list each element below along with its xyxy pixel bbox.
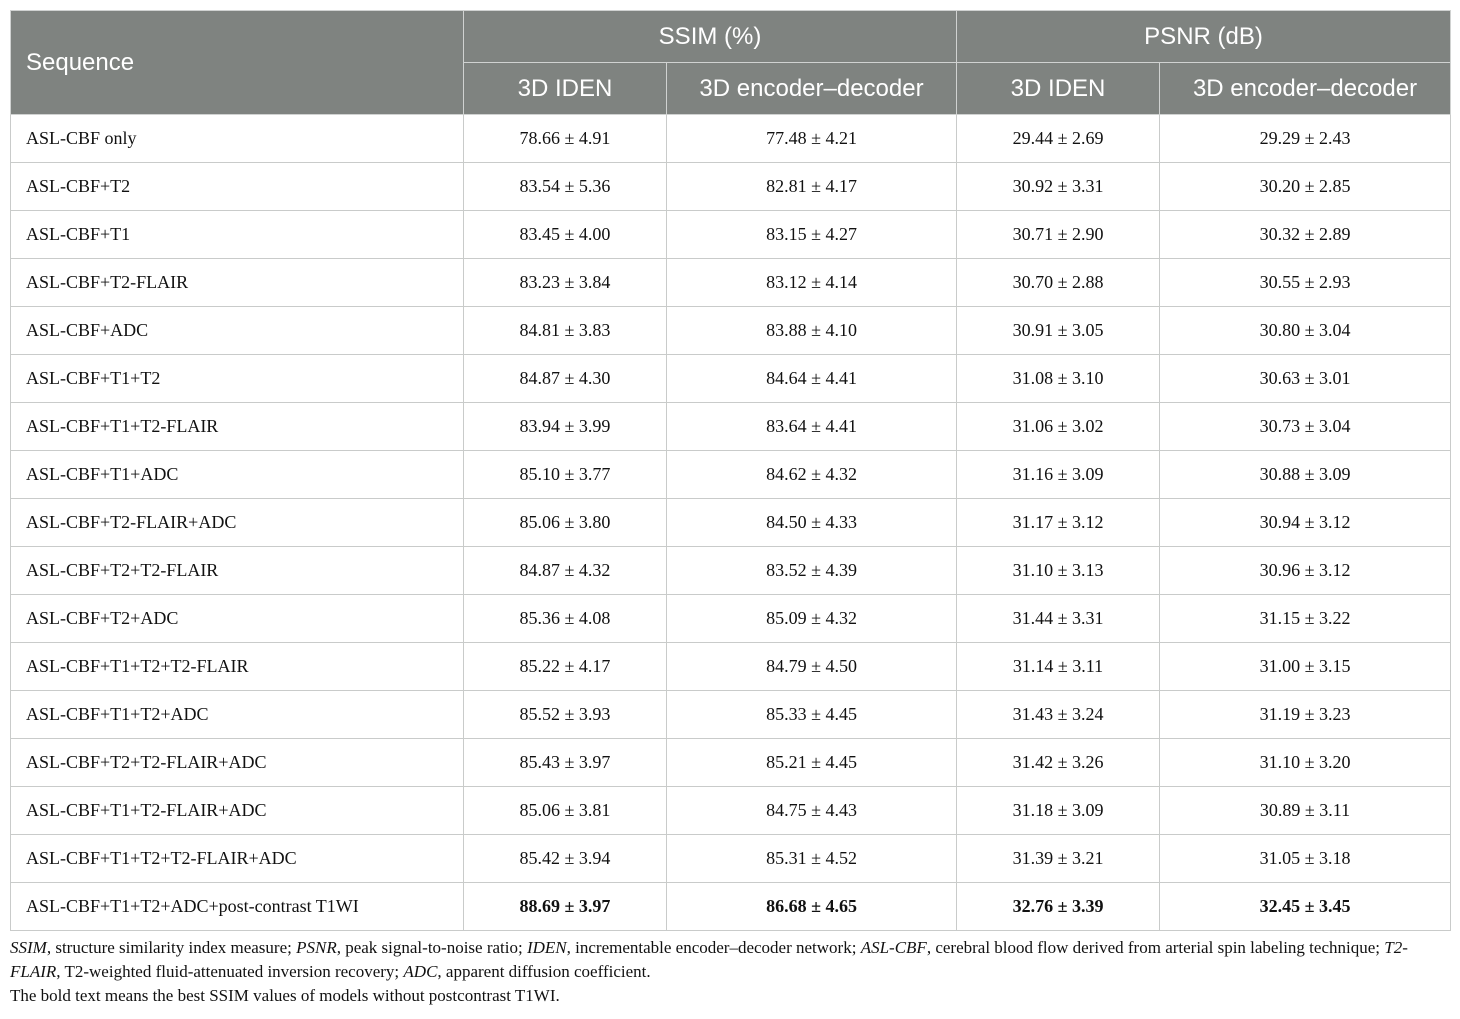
row-sequence-name: ASL-CBF+T1+T2+T2-FLAIR	[11, 643, 464, 691]
psnr-encdec-value: 30.89 ± 3.11	[1160, 787, 1451, 835]
psnr-iden-value: 31.16 ± 3.09	[957, 451, 1160, 499]
psnr-iden-value: 31.14 ± 3.11	[957, 643, 1160, 691]
ssim-encdec-value: 85.31 ± 4.52	[667, 835, 957, 883]
ssim-encdec-value: 85.33 ± 4.45	[667, 691, 957, 739]
psnr-encdec-value: 30.32 ± 2.89	[1160, 211, 1451, 259]
psnr-iden-value: 30.70 ± 2.88	[957, 259, 1160, 307]
row-sequence-name: ASL-CBF+T1	[11, 211, 464, 259]
ssim-encdec-value: 82.81 ± 4.17	[667, 163, 957, 211]
table-row	[11, 643, 1451, 691]
row-sequence-name: ASL-CBF+T1+T2-FLAIR	[11, 403, 464, 451]
table-footnotes	[10, 936, 1450, 1008]
psnr-encdec-value: 32.45 ± 3.45	[1160, 883, 1451, 931]
psnr-encdec-value: 30.73 ± 3.04	[1160, 403, 1451, 451]
ssim-encdec-value: 85.09 ± 4.32	[667, 595, 957, 643]
abbreviation-term: IDEN	[526, 938, 567, 957]
row-sequence-name: ASL-CBF+T2+T2-FLAIR	[11, 547, 464, 595]
abbreviation-definition: , apparent diffusion coefficient.	[437, 962, 651, 981]
ssim-encdec-value: 77.48 ± 4.21	[667, 115, 957, 163]
psnr-iden-value: 30.92 ± 3.31	[957, 163, 1160, 211]
table-row	[11, 403, 1451, 451]
psnr-encdec-value: 29.29 ± 2.43	[1160, 115, 1451, 163]
abbreviation-term: T2-FLAIR	[10, 938, 1408, 981]
psnr-encdec-value: 30.96 ± 3.12	[1160, 547, 1451, 595]
abbreviations-note	[10, 936, 1450, 984]
table-row	[11, 115, 1451, 163]
ssim-encdec-value: 84.64 ± 4.41	[667, 355, 957, 403]
psnr-encdec-value: 31.15 ± 3.22	[1160, 595, 1451, 643]
psnr-iden-value: 31.06 ± 3.02	[957, 403, 1160, 451]
psnr-encdec-value: 30.55 ± 2.93	[1160, 259, 1451, 307]
table-row	[11, 451, 1451, 499]
ssim-encdec-value: 83.88 ± 4.10	[667, 307, 957, 355]
ssim-encdec-value: 84.75 ± 4.43	[667, 787, 957, 835]
results-table	[10, 10, 1451, 931]
psnr-encdec-value: 31.05 ± 3.18	[1160, 835, 1451, 883]
row-sequence-name: ASL-CBF+T2	[11, 163, 464, 211]
psnr-iden-value: 31.17 ± 3.12	[957, 499, 1160, 547]
ssim-encdec-value: 85.21 ± 4.45	[667, 739, 957, 787]
header-sequence: Sequence	[11, 11, 464, 115]
row-sequence-name: ASL-CBF+T1+ADC	[11, 451, 464, 499]
ssim-iden-value: 85.22 ± 4.17	[464, 643, 667, 691]
psnr-iden-value: 31.10 ± 3.13	[957, 547, 1160, 595]
row-sequence-name: ASL-CBF+T1+T2-FLAIR+ADC	[11, 787, 464, 835]
psnr-iden-value: 31.44 ± 3.31	[957, 595, 1160, 643]
psnr-iden-value: 31.43 ± 3.24	[957, 691, 1160, 739]
ssim-iden-value: 83.45 ± 4.00	[464, 211, 667, 259]
table-row	[11, 595, 1451, 643]
ssim-iden-value: 85.52 ± 3.93	[464, 691, 667, 739]
table-row	[11, 787, 1451, 835]
header-ssim-encdec: 3D encoder–decoder	[667, 63, 957, 115]
abbreviation-definition: , incrementable encoder–decoder network;	[566, 938, 861, 957]
table-row	[11, 691, 1451, 739]
table-row	[11, 835, 1451, 883]
abbreviation-definition: , cerebral blood flow derived from arterial spin labeling technique;	[926, 938, 1385, 957]
ssim-encdec-value: 83.15 ± 4.27	[667, 211, 957, 259]
table-row	[11, 547, 1451, 595]
table-row	[11, 355, 1451, 403]
psnr-encdec-value: 30.88 ± 3.09	[1160, 451, 1451, 499]
ssim-encdec-value: 84.50 ± 4.33	[667, 499, 957, 547]
ssim-iden-value: 85.43 ± 3.97	[464, 739, 667, 787]
psnr-encdec-value: 31.00 ± 3.15	[1160, 643, 1451, 691]
header-psnr-iden: 3D IDEN	[957, 63, 1160, 115]
table-header	[11, 11, 1451, 115]
ssim-iden-value: 84.87 ± 4.32	[464, 547, 667, 595]
row-sequence-name: ASL-CBF+T2+ADC	[11, 595, 464, 643]
table-body	[11, 115, 1451, 931]
psnr-iden-value: 29.44 ± 2.69	[957, 115, 1160, 163]
header-psnr: PSNR (dB)	[957, 11, 1451, 63]
psnr-encdec-value: 30.80 ± 3.04	[1160, 307, 1451, 355]
row-sequence-name: ASL-CBF+T1+T2+T2-FLAIR+ADC	[11, 835, 464, 883]
ssim-iden-value: 85.06 ± 3.80	[464, 499, 667, 547]
psnr-iden-value: 30.91 ± 3.05	[957, 307, 1160, 355]
row-sequence-name: ASL-CBF+T1+T2	[11, 355, 464, 403]
abbreviation-definition: , structure similarity index measure;	[46, 938, 297, 957]
ssim-iden-value: 85.42 ± 3.94	[464, 835, 667, 883]
abbreviation-term: PSNR	[296, 938, 337, 957]
psnr-iden-value: 31.18 ± 3.09	[957, 787, 1160, 835]
ssim-iden-value: 85.36 ± 4.08	[464, 595, 667, 643]
psnr-iden-value: 30.71 ± 2.90	[957, 211, 1160, 259]
header-psnr-encdec: 3D encoder–decoder	[1160, 63, 1451, 115]
table-row	[11, 211, 1451, 259]
psnr-encdec-value: 31.19 ± 3.23	[1160, 691, 1451, 739]
table-row	[11, 739, 1451, 787]
bold-text-note: The bold text means the best SSIM values of models without postcontrast T1WI.	[10, 986, 560, 1005]
row-sequence-name: ASL-CBF+T1+T2+ADC+post-contrast T1WI	[11, 883, 464, 931]
psnr-iden-value: 31.39 ± 3.21	[957, 835, 1160, 883]
ssim-encdec-value: 86.68 ± 4.65	[667, 883, 957, 931]
ssim-iden-value: 88.69 ± 3.97	[464, 883, 667, 931]
ssim-iden-value: 83.23 ± 3.84	[464, 259, 667, 307]
abbreviation-term: ADC	[403, 962, 438, 981]
table-row	[11, 259, 1451, 307]
table-row	[11, 163, 1451, 211]
ssim-encdec-value: 84.79 ± 4.50	[667, 643, 957, 691]
psnr-iden-value: 32.76 ± 3.39	[957, 883, 1160, 931]
table-row	[11, 883, 1451, 931]
header-ssim: SSIM (%)	[464, 11, 957, 63]
abbreviation-term: SSIM	[10, 938, 47, 957]
ssim-iden-value: 84.87 ± 4.30	[464, 355, 667, 403]
header-ssim-iden: 3D IDEN	[464, 63, 667, 115]
ssim-iden-value: 83.54 ± 5.36	[464, 163, 667, 211]
psnr-iden-value: 31.08 ± 3.10	[957, 355, 1160, 403]
abbreviation-definition: , T2-weighted fluid-attenuated inversion recovery;	[56, 962, 404, 981]
psnr-encdec-value: 30.20 ± 2.85	[1160, 163, 1451, 211]
table-row	[11, 499, 1451, 547]
ssim-encdec-value: 83.12 ± 4.14	[667, 259, 957, 307]
ssim-iden-value: 78.66 ± 4.91	[464, 115, 667, 163]
ssim-iden-value: 85.10 ± 3.77	[464, 451, 667, 499]
ssim-iden-value: 85.06 ± 3.81	[464, 787, 667, 835]
row-sequence-name: ASL-CBF+T1+T2+ADC	[11, 691, 464, 739]
ssim-iden-value: 84.81 ± 3.83	[464, 307, 667, 355]
psnr-encdec-value: 30.63 ± 3.01	[1160, 355, 1451, 403]
ssim-iden-value: 83.94 ± 3.99	[464, 403, 667, 451]
psnr-encdec-value: 31.10 ± 3.20	[1160, 739, 1451, 787]
table-row	[11, 307, 1451, 355]
psnr-encdec-value: 30.94 ± 3.12	[1160, 499, 1451, 547]
ssim-encdec-value: 83.52 ± 4.39	[667, 547, 957, 595]
results-table-container	[10, 10, 1450, 931]
row-sequence-name: ASL-CBF+T2-FLAIR+ADC	[11, 499, 464, 547]
psnr-iden-value: 31.42 ± 3.26	[957, 739, 1160, 787]
abbreviation-term: ASL-CBF	[860, 938, 927, 957]
row-sequence-name: ASL-CBF+ADC	[11, 307, 464, 355]
row-sequence-name: ASL-CBF+T2-FLAIR	[11, 259, 464, 307]
ssim-encdec-value: 84.62 ± 4.32	[667, 451, 957, 499]
abbreviation-definition: , peak signal-to-noise ratio;	[336, 938, 527, 957]
ssim-encdec-value: 83.64 ± 4.41	[667, 403, 957, 451]
row-sequence-name: ASL-CBF only	[11, 115, 464, 163]
row-sequence-name: ASL-CBF+T2+T2-FLAIR+ADC	[11, 739, 464, 787]
